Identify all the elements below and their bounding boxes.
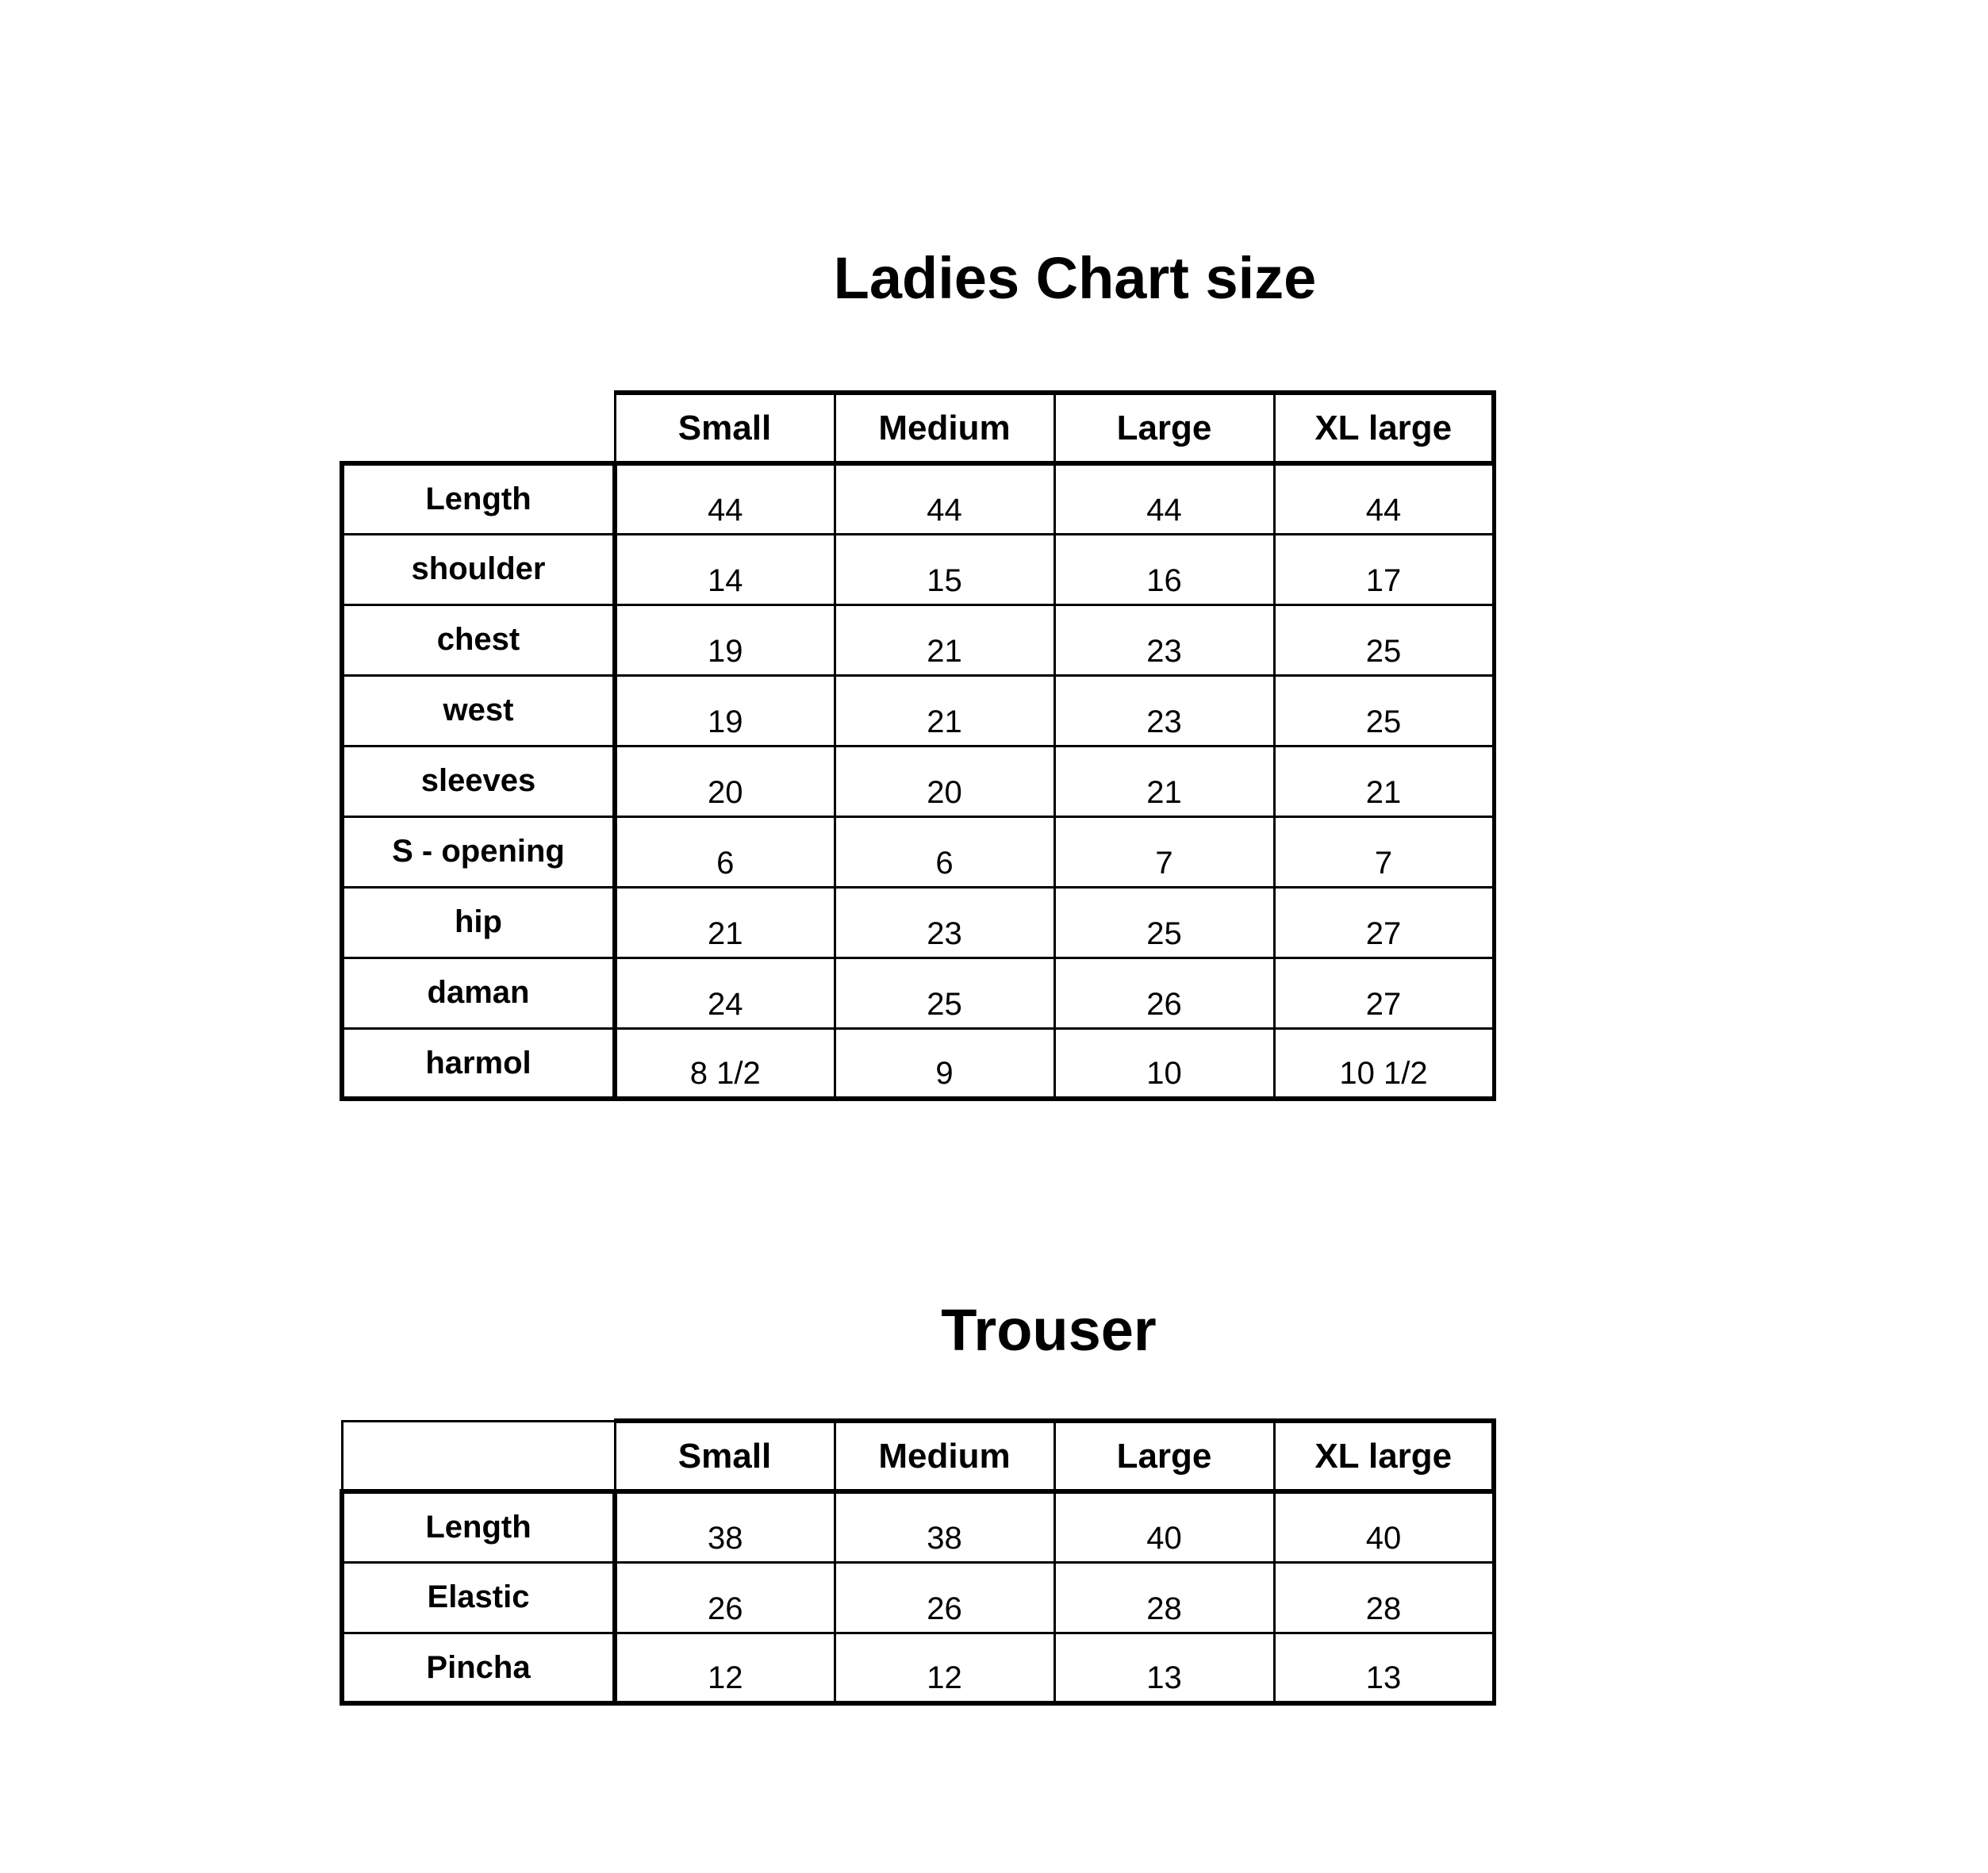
table-cell: 25 bbox=[835, 958, 1054, 1028]
table-row bbox=[342, 1491, 1494, 1562]
table-row bbox=[342, 746, 1494, 816]
table-cell: 38 bbox=[835, 1491, 1054, 1562]
column-header-medium: Medium bbox=[835, 1421, 1054, 1491]
table-cell: 8 1/2 bbox=[615, 1028, 835, 1099]
table-row bbox=[342, 463, 1494, 534]
table-cell: 38 bbox=[615, 1491, 835, 1562]
table-cell: 25 bbox=[1274, 605, 1494, 675]
table-cell: 25 bbox=[1274, 675, 1494, 746]
row-label: S - opening bbox=[342, 816, 615, 887]
table-cell: 13 bbox=[1054, 1633, 1274, 1703]
table-cell: 17 bbox=[1274, 534, 1494, 605]
row-label: Length bbox=[342, 1491, 615, 1562]
table-row bbox=[342, 887, 1494, 958]
table-cell: 12 bbox=[615, 1633, 835, 1703]
row-label: chest bbox=[342, 605, 615, 675]
table-cell: 28 bbox=[1054, 1562, 1274, 1633]
table-cell: 19 bbox=[615, 675, 835, 746]
table-cell: 6 bbox=[835, 816, 1054, 887]
column-header-small: Small bbox=[615, 1421, 835, 1491]
table-cell: 27 bbox=[1274, 958, 1494, 1028]
column-header-xl-large: XL large bbox=[1274, 1421, 1494, 1491]
row-label: Pincha bbox=[342, 1633, 615, 1703]
column-header-large: Large bbox=[1054, 393, 1274, 463]
row-label: Length bbox=[342, 463, 615, 534]
table-cell: 44 bbox=[615, 463, 835, 534]
row-label: hip bbox=[342, 887, 615, 958]
trouser-chart-title: Trouser bbox=[941, 1297, 1157, 1363]
trouser-size-table bbox=[340, 1418, 1496, 1706]
table-row bbox=[342, 816, 1494, 887]
table-cell: 9 bbox=[835, 1028, 1054, 1099]
ladies-chart-title: Ladies Chart size bbox=[833, 245, 1317, 311]
table-cell: 21 bbox=[835, 605, 1054, 675]
table-cell: 15 bbox=[835, 534, 1054, 605]
table-header-row bbox=[342, 1421, 1494, 1491]
table-cell: 25 bbox=[1054, 887, 1274, 958]
table-cell: 6 bbox=[615, 816, 835, 887]
ladies-size-table bbox=[340, 390, 1496, 1101]
table-cell: 13 bbox=[1274, 1633, 1494, 1703]
table-cell: 24 bbox=[615, 958, 835, 1028]
table-cell: 40 bbox=[1274, 1491, 1494, 1562]
table-cell: 7 bbox=[1054, 816, 1274, 887]
table-row bbox=[342, 605, 1494, 675]
table-cell: 23 bbox=[1054, 675, 1274, 746]
table-cell: 40 bbox=[1054, 1491, 1274, 1562]
row-label: Elastic bbox=[342, 1562, 615, 1633]
row-label: sleeves bbox=[342, 746, 615, 816]
row-label: west bbox=[342, 675, 615, 746]
table-row bbox=[342, 1028, 1494, 1099]
table-cell: 21 bbox=[615, 887, 835, 958]
table-cell: 21 bbox=[1274, 746, 1494, 816]
table-cell: 20 bbox=[835, 746, 1054, 816]
table-cell: 21 bbox=[835, 675, 1054, 746]
table-cell: 14 bbox=[615, 534, 835, 605]
row-label: harmol bbox=[342, 1028, 615, 1099]
table-cell: 26 bbox=[1054, 958, 1274, 1028]
table-cell: 21 bbox=[1054, 746, 1274, 816]
table-row bbox=[342, 1562, 1494, 1633]
column-header-large: Large bbox=[1054, 1421, 1274, 1491]
table-cell: 19 bbox=[615, 605, 835, 675]
table-header-row bbox=[342, 393, 1494, 463]
table-cell: 28 bbox=[1274, 1562, 1494, 1633]
table-cell: 10 bbox=[1054, 1028, 1274, 1099]
column-header-medium: Medium bbox=[835, 393, 1054, 463]
table-cell: 27 bbox=[1274, 887, 1494, 958]
table-cell: 12 bbox=[835, 1633, 1054, 1703]
table-row bbox=[342, 534, 1494, 605]
table-cell: 23 bbox=[1054, 605, 1274, 675]
table-cell: 26 bbox=[835, 1562, 1054, 1633]
table-cell: 7 bbox=[1274, 816, 1494, 887]
row-label: shoulder bbox=[342, 534, 615, 605]
table-cell: 44 bbox=[835, 463, 1054, 534]
table-row bbox=[342, 958, 1494, 1028]
table-row bbox=[342, 675, 1494, 746]
column-header-xl-large: XL large bbox=[1274, 393, 1494, 463]
table-cell: 26 bbox=[615, 1562, 835, 1633]
table-cell: 44 bbox=[1274, 463, 1494, 534]
corner-cell bbox=[342, 393, 615, 463]
corner-cell bbox=[342, 1421, 615, 1491]
table-cell: 44 bbox=[1054, 463, 1274, 534]
table-cell: 10 1/2 bbox=[1274, 1028, 1494, 1099]
table-row bbox=[342, 1633, 1494, 1703]
table-cell: 23 bbox=[835, 887, 1054, 958]
column-header-small: Small bbox=[615, 393, 835, 463]
table-cell: 20 bbox=[615, 746, 835, 816]
row-label: daman bbox=[342, 958, 615, 1028]
table-cell: 16 bbox=[1054, 534, 1274, 605]
